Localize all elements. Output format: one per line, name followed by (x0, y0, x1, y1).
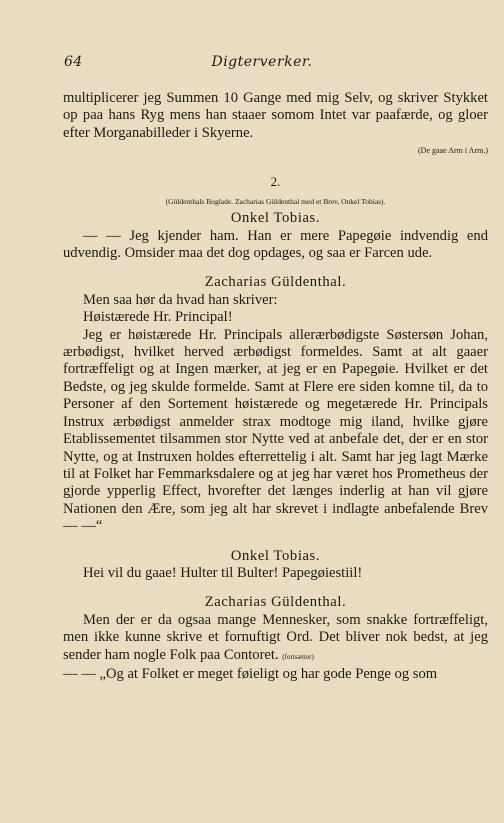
letter-salutation: Høistærede Hr. Principal! (83, 309, 233, 326)
letter-body: Jeg er høistærede Hr. Principals allerærbødigste Søstersøn Johan, ærbødigst, hvilket herved ærbødigst formeldes. Samt at alt gaaer fortræffeligt og at Ingen mærker, at jeg er en Papegøie. Hvilket er det Bedste, og jeg skulde formelde. Samt at Flere ere siden komne til, da to Personer af den Sortement høistærede og megetærede Hr. Principals Instrux ærbødigst anmelder strax modtoge mig iland, hvilke gjøre Etablissementet tilsammen stor Nytte ved at anbefale det, der er en stor Nytte, og at Instruxen holdes efterrettelig i alt. Samt har jeg lagt Mærke til at Folket har Femmarksdalere og at jeg har været hos Prometheus der gjorde ypperlig Effect, hvorefter det længes inderlig at han vil gjøre Nationen den Ære, som jeg alt har skrevet i indlagte anbefalende Brev — —“ (63, 326, 488, 535)
speaker-name: Onkel Tobias. (230, 547, 321, 564)
speech-continuation: — — „Og at Folket er meget føieligt og har gode Penge og som (63, 665, 438, 682)
paragraph-continued: multiplicerer jeg Summen 10 Gange med mig Selv, og skriver Stykket op paa hans Ryg mens han staaer somom Intet var paafærde, og gloer efter Morganabilleder i Skyerne. (63, 90, 488, 141)
page-header (64, 54, 460, 74)
running-title: Digterverker. (211, 54, 313, 70)
speaker-name: Zacharias Güldenthal. (204, 274, 347, 291)
speech-text: Men der er da ogsaa mange Mennesker, som snakke fortræffeligt, men ikke kunne skrive et fornuftigt Ord. Det bliver nok bedst, at jeg sender ham nogle Folk paa Contoret. (63, 611, 488, 663)
scene-number: 2. (270, 174, 281, 190)
speech-zacharias (63, 612, 488, 666)
speech-zacharias: Men saa hør da hvad han skriver: (83, 291, 278, 308)
speaker-name: Onkel Tobias. (230, 210, 321, 227)
speaker-name: Zacharias Güldenthal. (204, 594, 347, 611)
page-number: 64 (64, 54, 83, 70)
speech-onkel-tobias: — — Jeg kjender ham. Han er mere Papegøie indvendig end udvendig. Omsider maa det dog opdages, og saa er Farcen ude. (63, 227, 488, 262)
speech-onkel-tobias: Hei vil du gaae! Hulter til Bulter! Papegøiestiil! (83, 564, 363, 581)
continuation-note: (fortsætter) (282, 652, 314, 661)
page-body (63, 90, 488, 683)
scene-stage-direction: (Güldenthals Boglade. Zacharias Güldenthal med et Brev, Onkel Tobias). (165, 197, 386, 207)
stage-direction: (De gaae Arm i Arm.) (418, 146, 488, 156)
